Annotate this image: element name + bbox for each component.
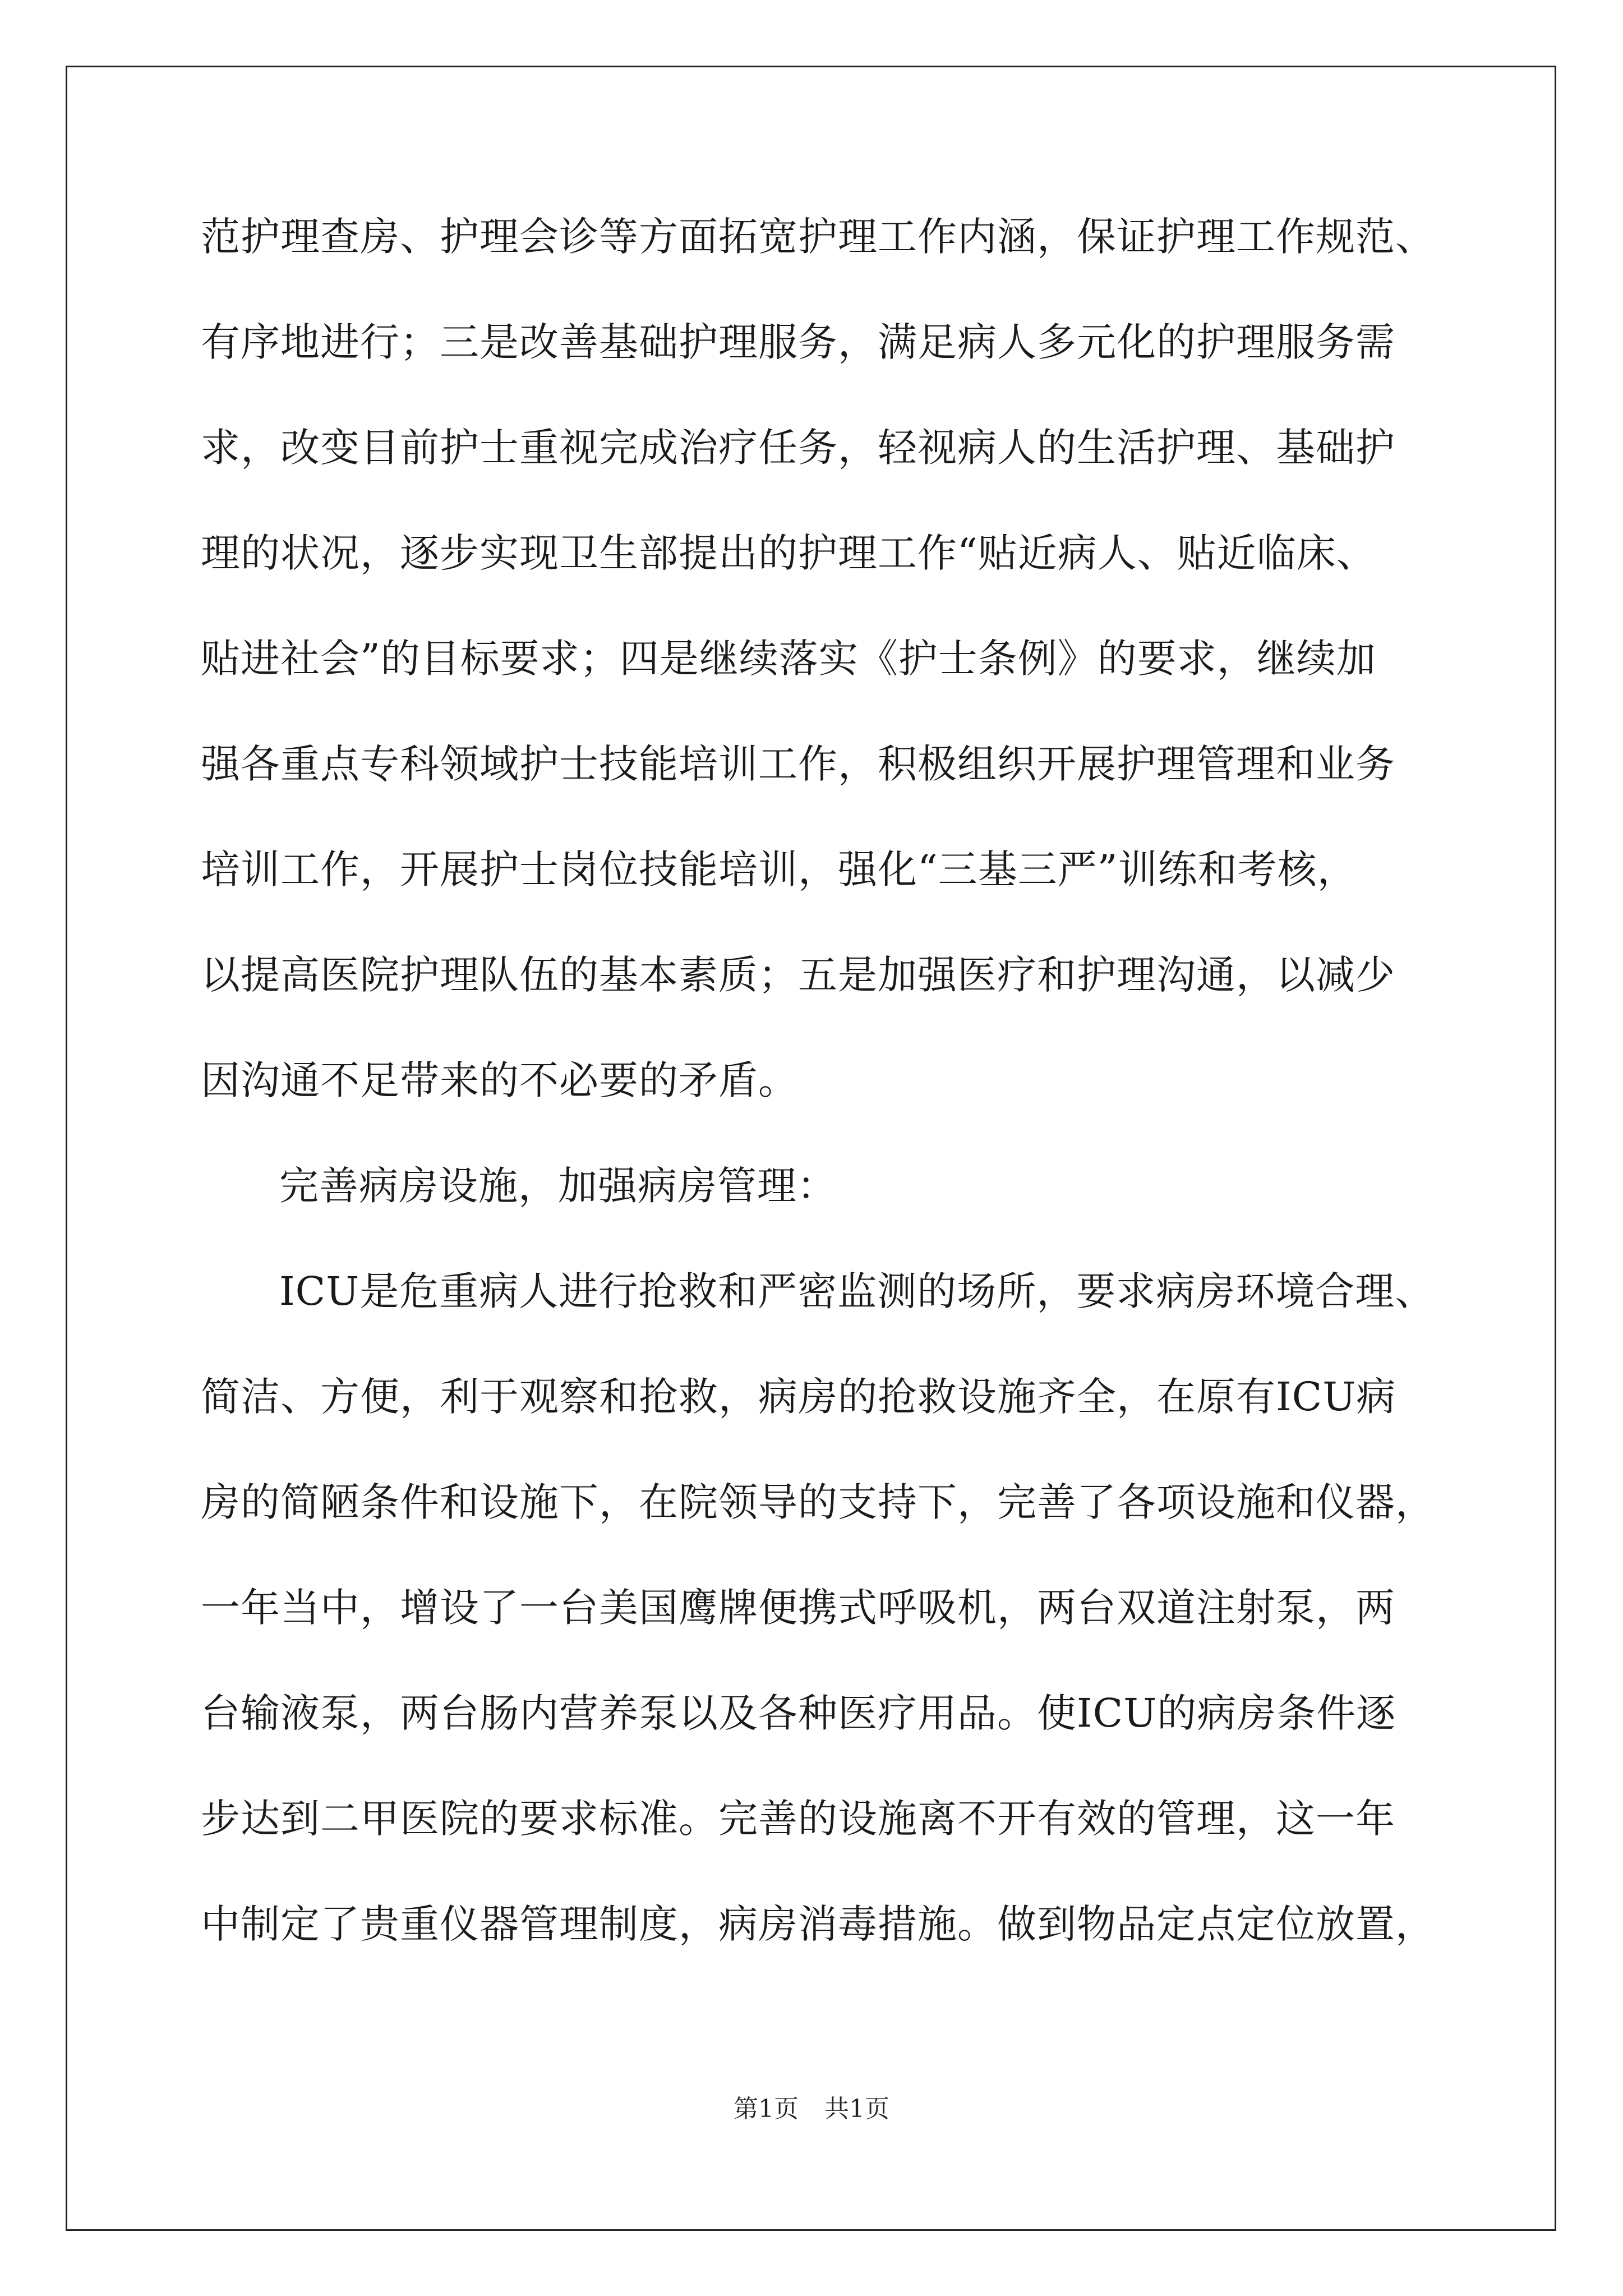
paragraph-line: 房的简陋条件和设施下，在院领导的支持下，完善了各项设施和仪器， <box>201 1479 1435 1525</box>
page-number-current: 第1页 <box>734 2095 799 2123</box>
paragraph-line: 理的状况，逐步实现卫生部提出的护理工作“贴近病人、贴近临床、 <box>201 530 1376 576</box>
paragraph-line: 贴进社会”的目标要求；四是继续落实《护士条例》的要求，继续加 <box>201 636 1376 682</box>
paragraph-line: 以提高医院护理队伍的基本素质；五是加强医疗和护理沟通，以减少 <box>201 952 1395 998</box>
paragraph-line: 求，改变目前护士重视完成治疗任务，轻视病人的生活护理、基础护 <box>201 425 1395 471</box>
section-heading: 完善病房设施，加强病房管理： <box>279 1163 837 1209</box>
page-footer <box>0 2092 1623 2126</box>
paragraph-line: 简洁、方便，利于观察和抢救，病房的抢救设施齐全，在原有ICU病 <box>201 1374 1396 1420</box>
paragraph-line: 范护理查房、护理会诊等方面拓宽护理工作内涵，保证护理工作规范、 <box>201 214 1435 260</box>
paragraph-line: 有序地进行；三是改善基础护理服务，满足病人多元化的护理服务需 <box>201 319 1395 365</box>
page-number-total: 共1页 <box>824 2095 889 2123</box>
paragraph-line: 一年当中，增设了一台美国鹰牌便携式呼吸机，两台双道注射泵，两 <box>201 1585 1395 1631</box>
paragraph-line: 步达到二甲医院的要求标准。完善的设施离不开有效的管理，这一年 <box>201 1796 1395 1842</box>
paragraph-line: 因沟通不足带来的不必要的矛盾。 <box>201 1057 798 1103</box>
paragraph-line: 强各重点专科领域护士技能培训工作，积极组织开展护理管理和业务 <box>201 741 1395 787</box>
paragraph-line: 中制定了贵重仪器管理制度，病房消毒措施。做到物品定点定位放置， <box>201 1901 1435 1947</box>
paragraph-line: 培训工作，开展护士岗位技能培训，强化“三基三严”训练和考核， <box>201 846 1357 892</box>
paragraph-line: ICU是危重病人进行抢救和严密监测的场所，要求病房环境合理、 <box>279 1268 1435 1314</box>
paragraph-line: 台输液泵，两台肠内营养泵以及各种医疗用品。使ICU的病房条件逐 <box>201 1690 1396 1736</box>
